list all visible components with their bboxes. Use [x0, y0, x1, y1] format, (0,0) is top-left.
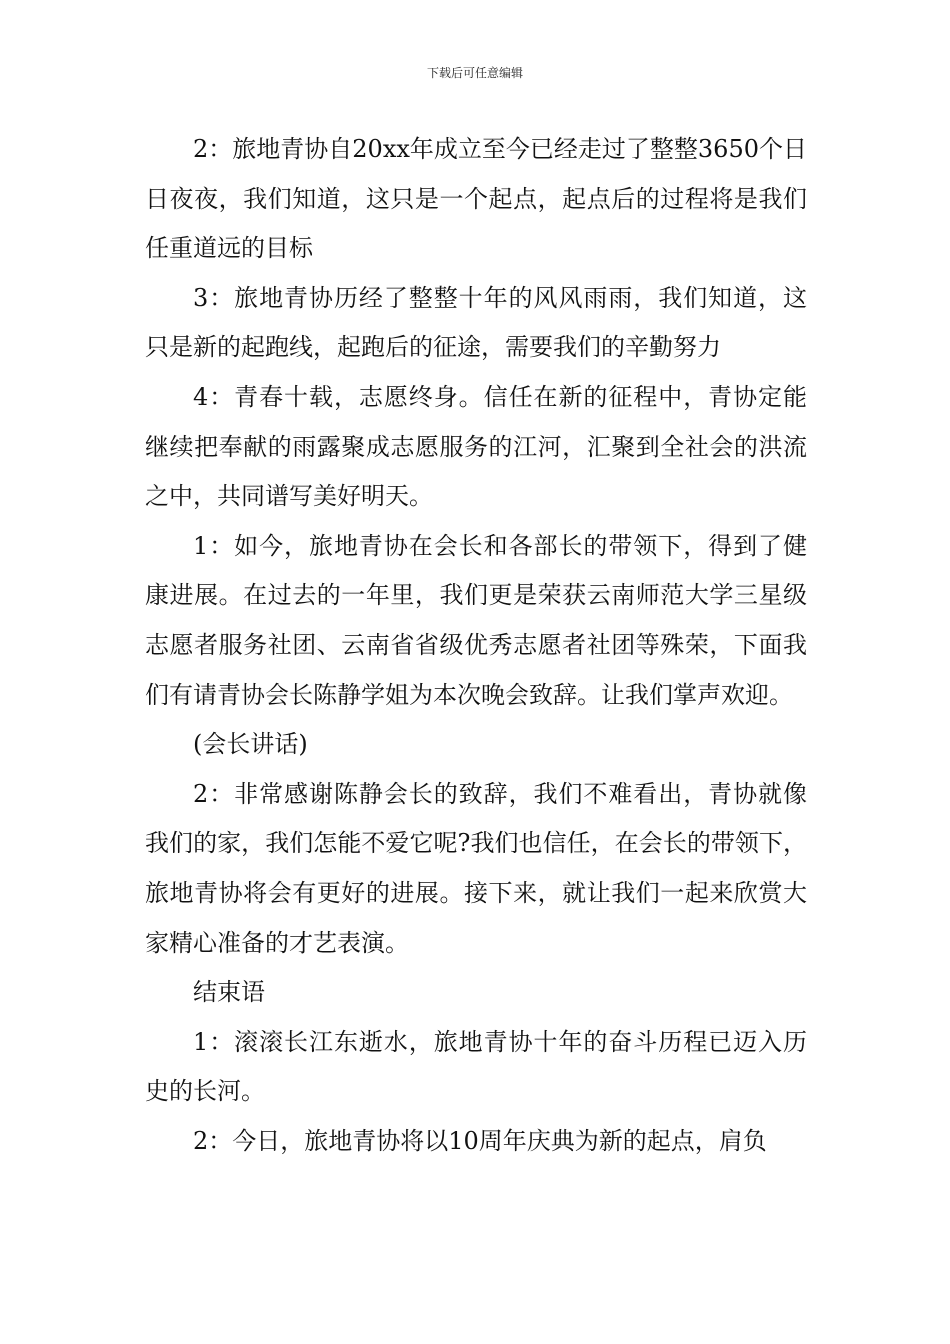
paragraph: (会长讲话): [193, 730, 308, 759]
paragraph: 2：非常感谢陈静会长的致辞，我们不难看出，青协就像我们的家，我们怎能不爱它呢?我们也信任，在会长的带领下，旅地青协将会有更好的进展。接下来，就让我们一起来欣赏大家精心准备的才艺表演。: [145, 779, 807, 957]
paragraph: 3：旅地青协历经了整整十年的风风雨雨，我们知道，这只是新的起跑线，起跑后的征途，需要我们的辛勤努力: [145, 283, 807, 362]
paragraph: 1：滚滚长江东逝水，旅地青协十年的奋斗历程已迈入历史的长河。: [145, 1027, 807, 1106]
section-heading: 结束语: [193, 978, 265, 1007]
paragraph: 2：旅地青协自20xx年成立至今已经走过了整整3650个日日夜夜，我们知道，这只是一个起点，起点后的过程将是我们任重道远的目标: [145, 135, 807, 263]
paragraph: 4：青春十载，志愿终身。信任在新的征程中，青协定能继续把奉献的雨露聚成志愿服务的江河，汇聚到全社会的洪流之中，共同谱写美好明天。: [145, 382, 807, 511]
paragraph: 2：今日，旅地青协将以10周年庆典为新的起点，肩负: [193, 1126, 767, 1155]
paragraph: 1：如今，旅地青协在会长和各部长的带领下，得到了健康进展。在过去的一年里，我们更是荣获云南师范大学三星级志愿者服务社团、云南省省级优秀志愿者社团等殊荣，下面我们有请青协会长陈静学姐为本次晚会致辞。让我们掌声欢迎。: [145, 531, 807, 709]
document-body: [145, 125, 807, 1166]
page-header: 下载后可任意编辑: [426, 66, 523, 80]
